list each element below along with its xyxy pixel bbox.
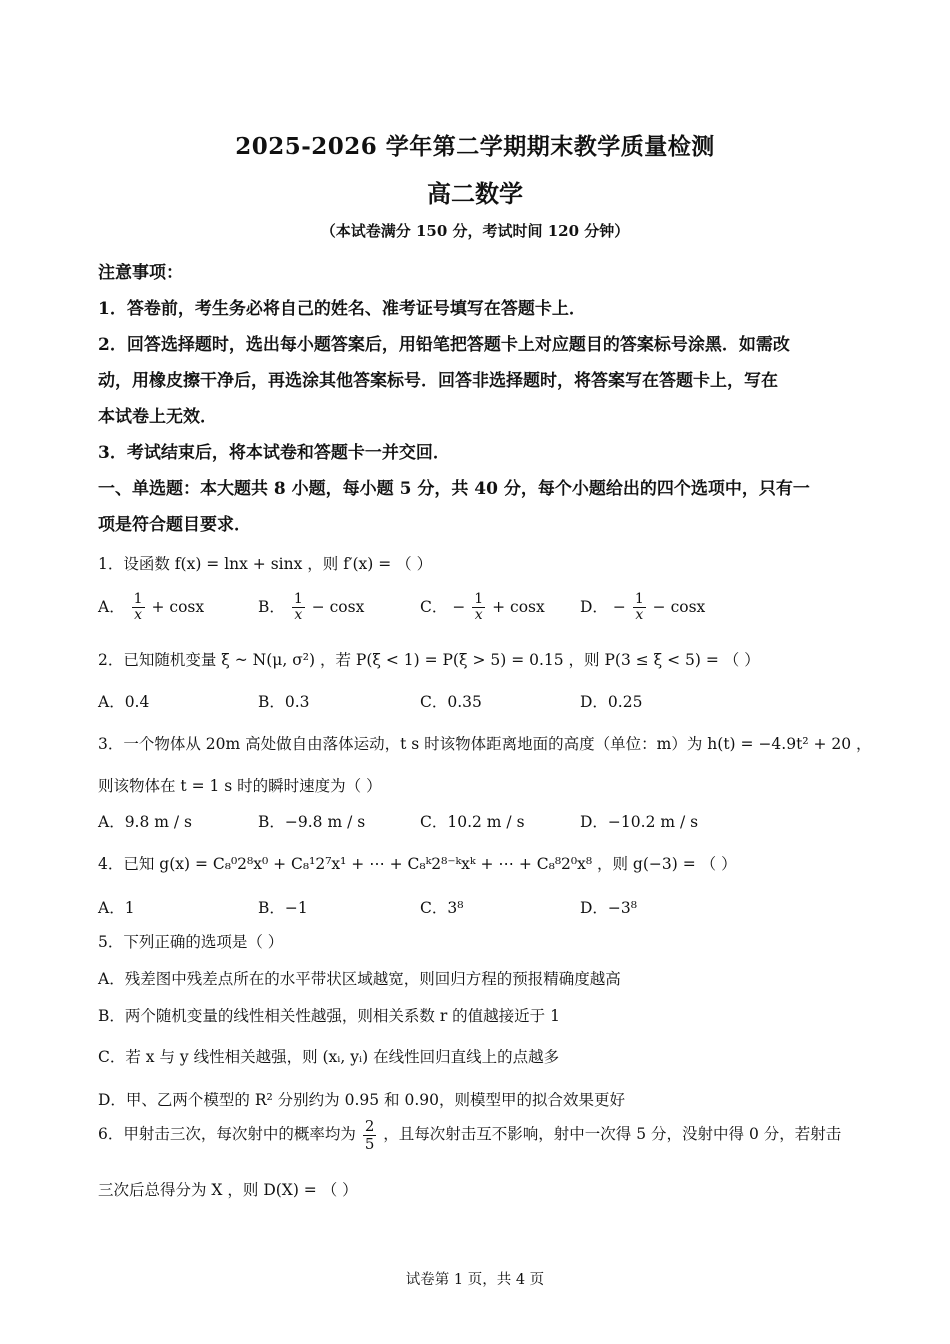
- q5-stem: 5．下列正确的选项是（ ）: [98, 933, 284, 951]
- q2-stem: 2．已知随机变量 ξ ~ N(μ, σ²) ，若 P(ξ < 1) = P(ξ > 5) = 0.15 ，则 P(3 ≤ ξ < 5) = （ ）: [98, 651, 760, 669]
- q4-option-b: B．−1: [258, 899, 308, 917]
- q5-option-a: A．残差图中残差点所在的水平带状区域越宽，则回归方程的预报精确度越高: [98, 970, 621, 988]
- fraction-numerator: 1: [634, 591, 644, 607]
- q5-option-d: D．甲、乙两个模型的 R² 分别约为 0.95 和 0.90，则模型甲的拟合效果更好: [98, 1091, 625, 1109]
- q3-option-c: C．10.2 m / s: [420, 813, 525, 831]
- q3-stem-line-1: 3．一个物体从 20m 高处做自由落体运动，t s 时该物体距离地面的高度（单位：m）为 h(t) = −4.9t² + 20 ，: [98, 735, 872, 753]
- exam-subject: 高二数学: [427, 179, 523, 208]
- q1-option-c-label: C．: [420, 597, 448, 616]
- q1-option-c: [420, 592, 545, 624]
- q1-stem: 1．设函数 f(x) = lnx + sinx ，则 f′(x) = （ ）: [98, 555, 433, 573]
- q4-option-a: A．1: [98, 899, 135, 917]
- q1-option-a-fraction: [132, 592, 145, 624]
- instruction-item-2-line-2: 动，用橡皮擦干净后，再选涂其他答案标号．回答非选择题时，将答案写在答题卡上，写在: [98, 371, 778, 391]
- q1-option-d-fraction: [633, 592, 646, 624]
- q5-option-c: C．若 x 与 y 线性相关越强，则 (xᵢ, yᵢ) 在线性回归直线上的点越多: [98, 1048, 560, 1066]
- q1-option-b: [258, 592, 364, 624]
- q3-option-b: B．−9.8 m / s: [258, 813, 366, 831]
- q3-option-d: D．−10.2 m / s: [580, 813, 699, 831]
- q2-option-a: A．0.4: [98, 693, 150, 711]
- q2-option-c: C．0.35: [420, 693, 482, 711]
- q1-option-a-rest: + cosx: [151, 597, 205, 616]
- q1-option-b-fraction: [292, 592, 305, 624]
- q6-stem-post: ，且每次射击互不影响，射中一次得 5 分，没射中得 0 分，若射击: [383, 1125, 842, 1143]
- q1-option-b-label: B．: [258, 597, 285, 616]
- section-1-heading-line-2: 项是符合题目要求．: [98, 515, 251, 535]
- q1-option-c-rest: + cosx: [492, 597, 545, 616]
- q1-option-b-rest: − cosx: [311, 597, 365, 616]
- q4-option-c: C．3⁸: [420, 899, 464, 917]
- exam-note: （本试卷满分 150 分，考试时间 120 分钟）: [320, 222, 630, 240]
- q2-option-b: B．0.3: [258, 693, 310, 711]
- q5-option-b: B．两个随机变量的线性相关性越强，则相关系数 r 的值越接近于 1: [98, 1007, 560, 1025]
- q6-stem-pre: 6．甲射击三次，每次射中的概率均为: [98, 1125, 356, 1143]
- fraction-denominator: x: [294, 607, 303, 624]
- q4-option-d: D．−3⁸: [580, 899, 637, 917]
- fraction-denominator: 5: [364, 1134, 375, 1153]
- q1-option-a-label: A．: [98, 597, 125, 616]
- fraction-denominator: x: [635, 607, 644, 624]
- q1-option-d-rest: − cosx: [652, 597, 706, 616]
- exam-title: 2025-2026 学年第二学期期末教学质量检测: [235, 133, 715, 160]
- instruction-item-2-line-3: 本试卷上无效．: [98, 407, 217, 427]
- q6-probability-fraction: [363, 1118, 377, 1152]
- q3-stem-line-2: 则该物体在 t = 1 s 时的瞬时速度为（ ）: [98, 777, 382, 795]
- instruction-item-3: 3．考试结束后，将本试卷和答题卡一并交回．: [98, 443, 450, 463]
- instruction-item-1: 1．答卷前，考生务必将自己的姓名、准考证号填写在答题卡上．: [98, 299, 586, 319]
- section-1-heading-line-1: 一、单选题：本大题共 8 小题，每小题 5 分，共 40 分，每个小题给出的四个选项中，只有一: [98, 479, 810, 499]
- q6-stem-line-2: 三次后总得分为 X ，则 D(X) = （ ）: [98, 1181, 358, 1199]
- q1-option-d-sign: −: [612, 597, 626, 616]
- fraction-numerator: 1: [133, 591, 143, 607]
- q1-option-d: [580, 592, 705, 624]
- q4-stem: 4．已知 g(x) = C₈⁰2⁸x⁰ + C₈¹2⁷x¹ + ⋯ + C₈ᵏ2⁸⁻ᵏxᵏ + ⋯ + C₈⁸2⁰x⁸ ，则 g(−3) = （ ）: [98, 855, 737, 873]
- q1-option-d-label: D．: [580, 597, 608, 616]
- q6-stem-line-1: [98, 1118, 841, 1152]
- fraction-denominator: x: [474, 607, 483, 624]
- q2-option-d: D．0.25: [580, 693, 643, 711]
- fraction-numerator: 1: [474, 591, 484, 607]
- fraction-denominator: x: [134, 607, 143, 624]
- fraction-numerator: 1: [293, 591, 303, 607]
- q3-option-a: A．9.8 m / s: [98, 813, 192, 831]
- page-footer: 试卷第 1 页，共 4 页: [405, 1272, 545, 1288]
- q1-option-c-fraction: [472, 592, 485, 624]
- fraction-numerator: 2: [364, 1117, 375, 1135]
- instruction-item-2-line-1: 2．回答选择题时，选出每小题答案后，用铅笔把答题卡上对应题目的答案标号涂黑．如需改: [98, 335, 790, 355]
- q1-option-c-sign: −: [452, 597, 466, 616]
- q1-option-a: [98, 592, 204, 624]
- instructions-heading: 注意事项：: [98, 263, 183, 283]
